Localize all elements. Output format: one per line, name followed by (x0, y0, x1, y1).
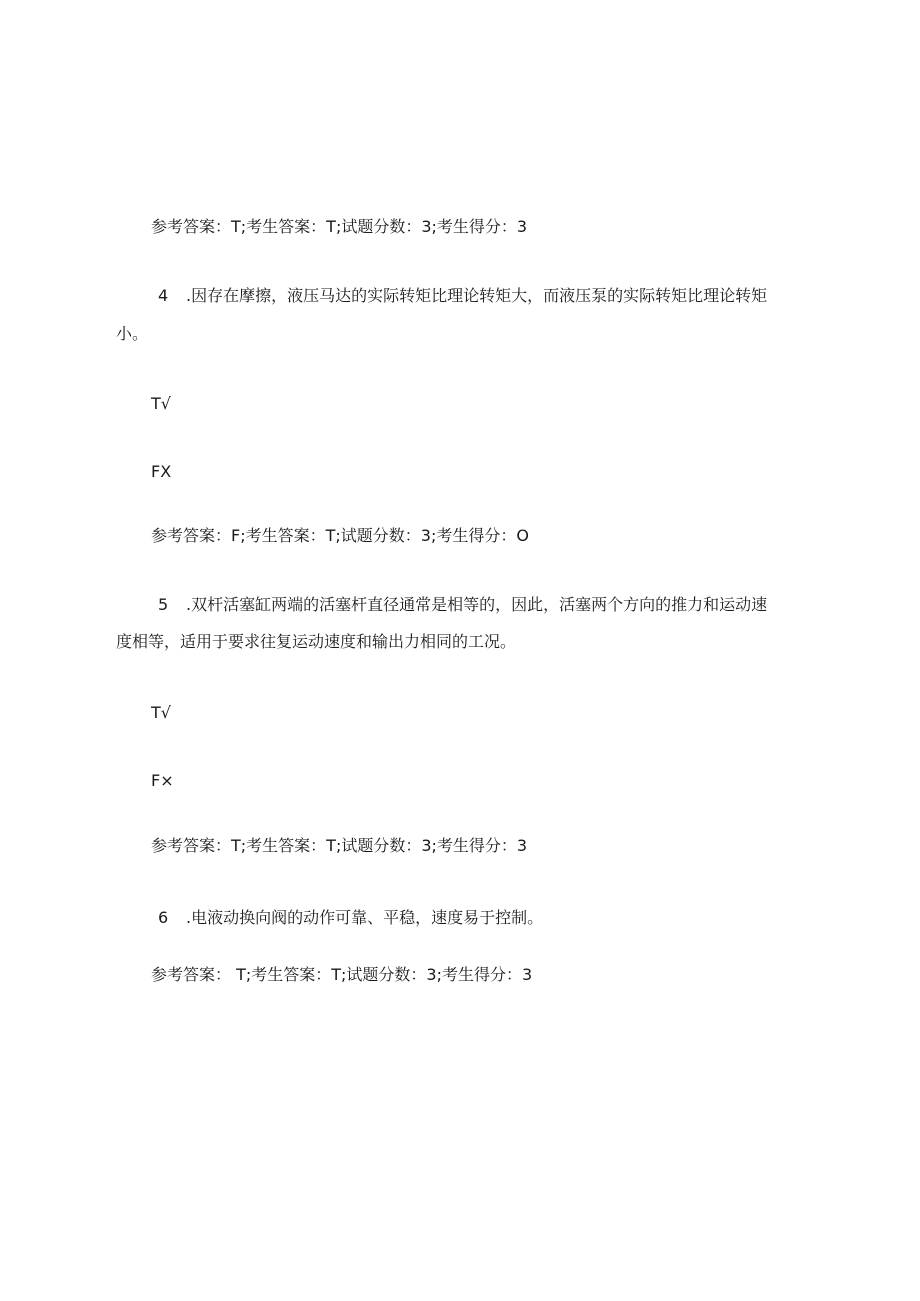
answer-line-q6: 参考答案： T;考生答案：T;试题分数：3;考生得分：3 (151, 965, 533, 984)
answer-line-q5: 参考答案：T;考生答案：T;试题分数：3;考生得分：3 (151, 836, 528, 855)
option-true: T√ (151, 703, 171, 722)
question-5 (116, 594, 806, 616)
question-number: 6 (158, 908, 169, 927)
answer-line-q3: 参考答案：T;考生答案：T;试题分数：3;考生得分：3 (151, 217, 528, 236)
question-text: .电液动换向阀的动作可靠、平稳，速度易于控制。 (186, 908, 544, 927)
option-false: F× (151, 771, 174, 790)
option-true: T√ (151, 394, 171, 413)
question-4-continuation: 小。 (116, 324, 149, 343)
question-number: 4 (158, 286, 169, 305)
question-text: .双杆活塞缸两端的活塞杆直径通常是相等的，因此，活塞两个方向的推力和运动速 (186, 595, 768, 614)
answer-line-q4: 参考答案：F;考生答案：T;试题分数：3;考生得分：O (151, 526, 529, 545)
question-4 (116, 285, 806, 307)
option-false: FX (151, 462, 172, 481)
question-5-continuation: 度相等，适用于要求往复运动速度和输出力相同的工况。 (116, 632, 517, 651)
question-6 (116, 907, 806, 929)
question-number: 5 (158, 595, 169, 614)
question-text: .因存在摩擦，液压马达的实际转矩比理论转矩大，而液压泵的实际转矩比理论转矩 (186, 286, 768, 305)
